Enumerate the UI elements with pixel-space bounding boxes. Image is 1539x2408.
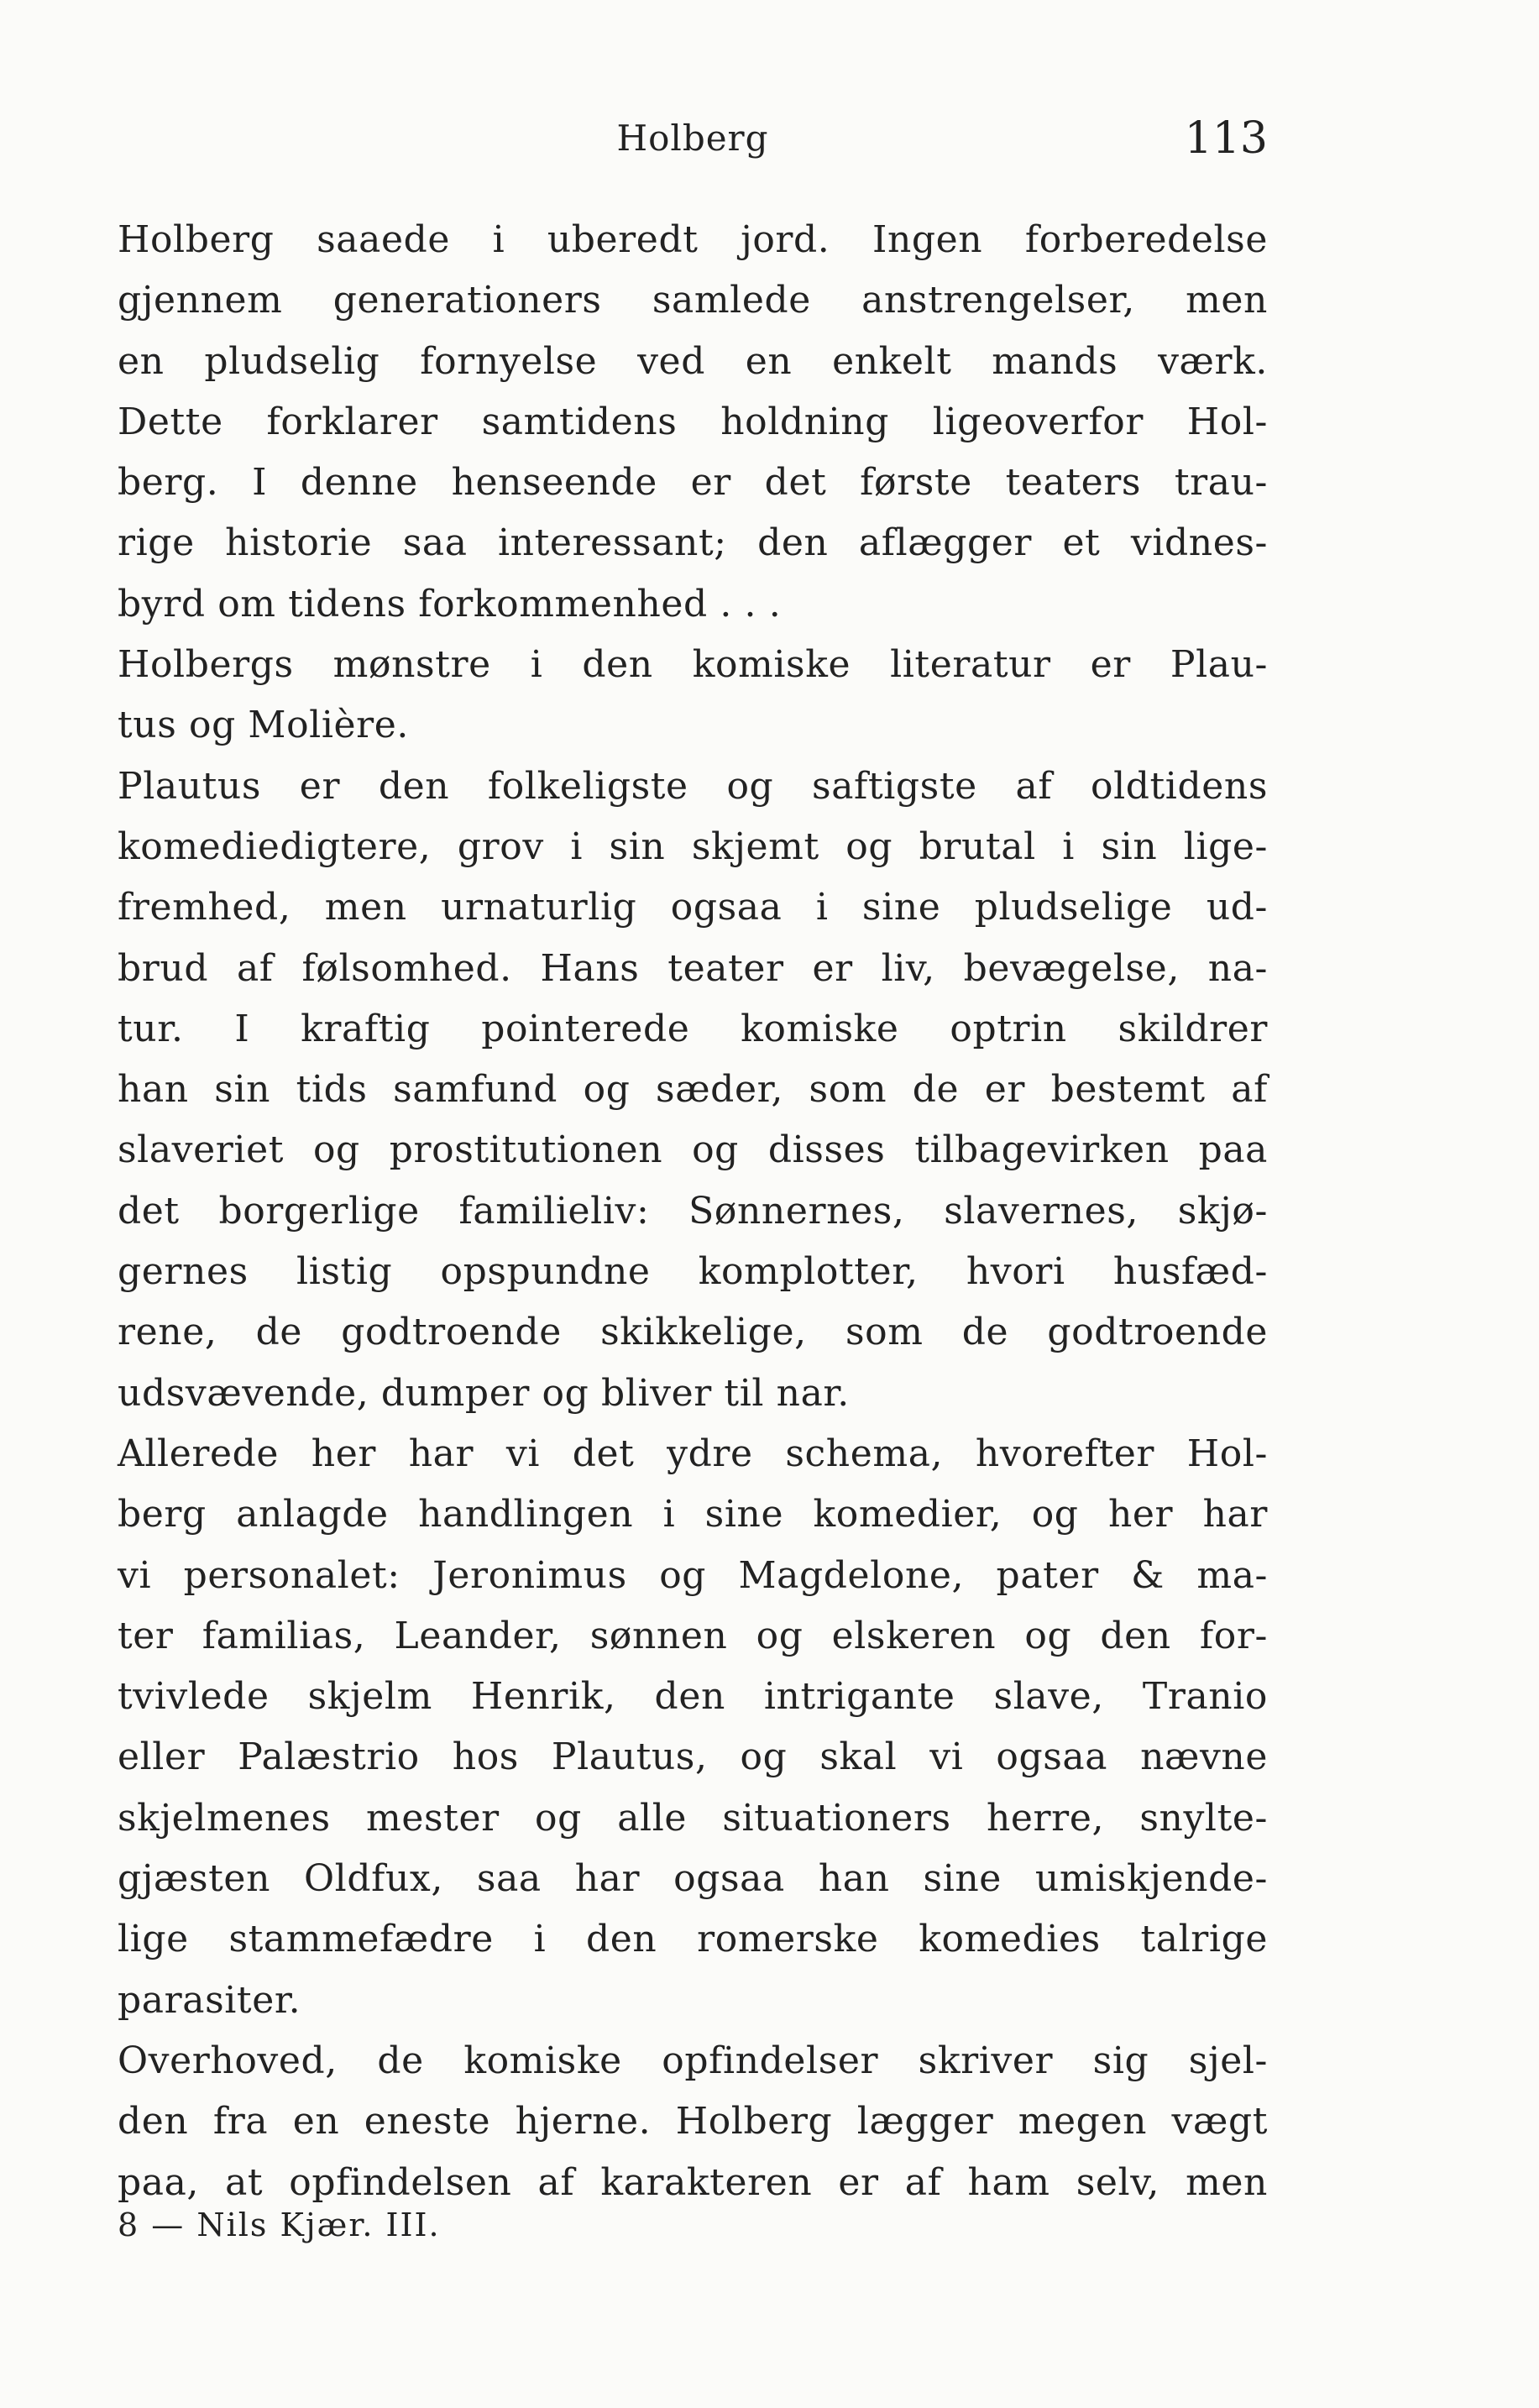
text-line: Plautus er den folkeligste og saftigste af oldtidens	[118, 764, 1268, 808]
text-line: berg anlagde handlingen i sine komedier, og her har	[118, 1493, 1268, 1536]
text-line: skjelmenes mester og alle situationers herre, snylte-	[118, 1796, 1268, 1840]
text-line: paa, at opfindelsen af karakteren er af ham selv, men	[118, 2160, 1268, 2204]
running-title: Holberg	[616, 118, 769, 159]
text-line: Allerede her har vi det ydre schema, hvorefter Hol-	[118, 1432, 1268, 1475]
text-line: gjæsten Oldfux, saa har ogsaa han sine umiskjende-	[118, 1857, 1268, 1901]
text-line: parasiter.	[118, 1978, 301, 2022]
body-text	[118, 210, 1268, 2213]
text-line: tvivlede skjelm Henrik, den intrigante slave, Tranio	[118, 1675, 1268, 1719]
text-line: lige stammefædre i den romerske komedies talrige	[118, 1918, 1268, 1961]
text-line: brud af følsomhed. Hans teater er liv, bevægelse, na-	[118, 946, 1268, 990]
text-line: rige historie saa interessant; den aflægger et vidnes-	[118, 521, 1268, 565]
text-line: fremhed, men urnaturlig ogsaa i sine pludselige ud-	[118, 886, 1268, 929]
text-line: han sin tids samfund og sæder, som de er bestemt af	[118, 1068, 1268, 1112]
text-line: en pludselig fornyelse ved en enkelt mands værk.	[118, 339, 1268, 383]
text-line: Overhoved, de komiske opfindelser skriver sig sjel-	[118, 2039, 1268, 2082]
text-line: rene, de godtroende skikkelige, som de godtroende	[118, 1311, 1268, 1354]
text-line: det borgerlige familieliv: Sønnernes, slavernes, skjø-	[118, 1189, 1268, 1233]
text-line: slaveriet og prostitutionen og disses tilbagevirken paa	[118, 1128, 1268, 1172]
text-line: berg. I denne henseende er det første teaters trau-	[118, 461, 1268, 505]
text-line: Holberg saaede i uberedt jord. Ingen forberedelse	[118, 218, 1268, 261]
text-line: Dette forklarer samtidens holdning ligeoverfor Hol-	[118, 400, 1268, 443]
signature-mark: 8 — Nils Kjær. III.	[118, 2206, 441, 2243]
text-line: gjennem generationers samlede anstrengelser, men	[118, 279, 1268, 322]
text-line: vi personalet: Jeronimus og Magdelone, pater & ma-	[118, 1553, 1268, 1597]
text-line: ter familias, Leander, sønnen og elskeren og den for-	[118, 1614, 1268, 1657]
text-line: tur. I kraftig pointerede komiske optrin skildrer	[118, 1007, 1268, 1050]
page-number: 113	[1184, 113, 1268, 164]
text-line: den fra en eneste hjerne. Holberg lægger megen vægt	[118, 2100, 1268, 2144]
running-head	[118, 109, 1268, 168]
text-line: byrd om tidens forkommenhed . . .	[118, 582, 782, 626]
text-line: komediedigtere, grov i sin skjemt og brutal i sin lige-	[118, 824, 1268, 868]
text-line: tus og Molière.	[118, 704, 410, 747]
text-line: gernes listig opspundne komplotter, hvori husfæd-	[118, 1250, 1268, 1294]
text-line: Holbergs mønstre i den komiske literatur er Plau-	[118, 643, 1268, 687]
text-line: eller Palæstrio hos Plautus, og skal vi ogsaa nævne	[118, 1735, 1268, 1779]
text-line: udsvævende, dumper og bliver til nar.	[118, 1371, 850, 1415]
